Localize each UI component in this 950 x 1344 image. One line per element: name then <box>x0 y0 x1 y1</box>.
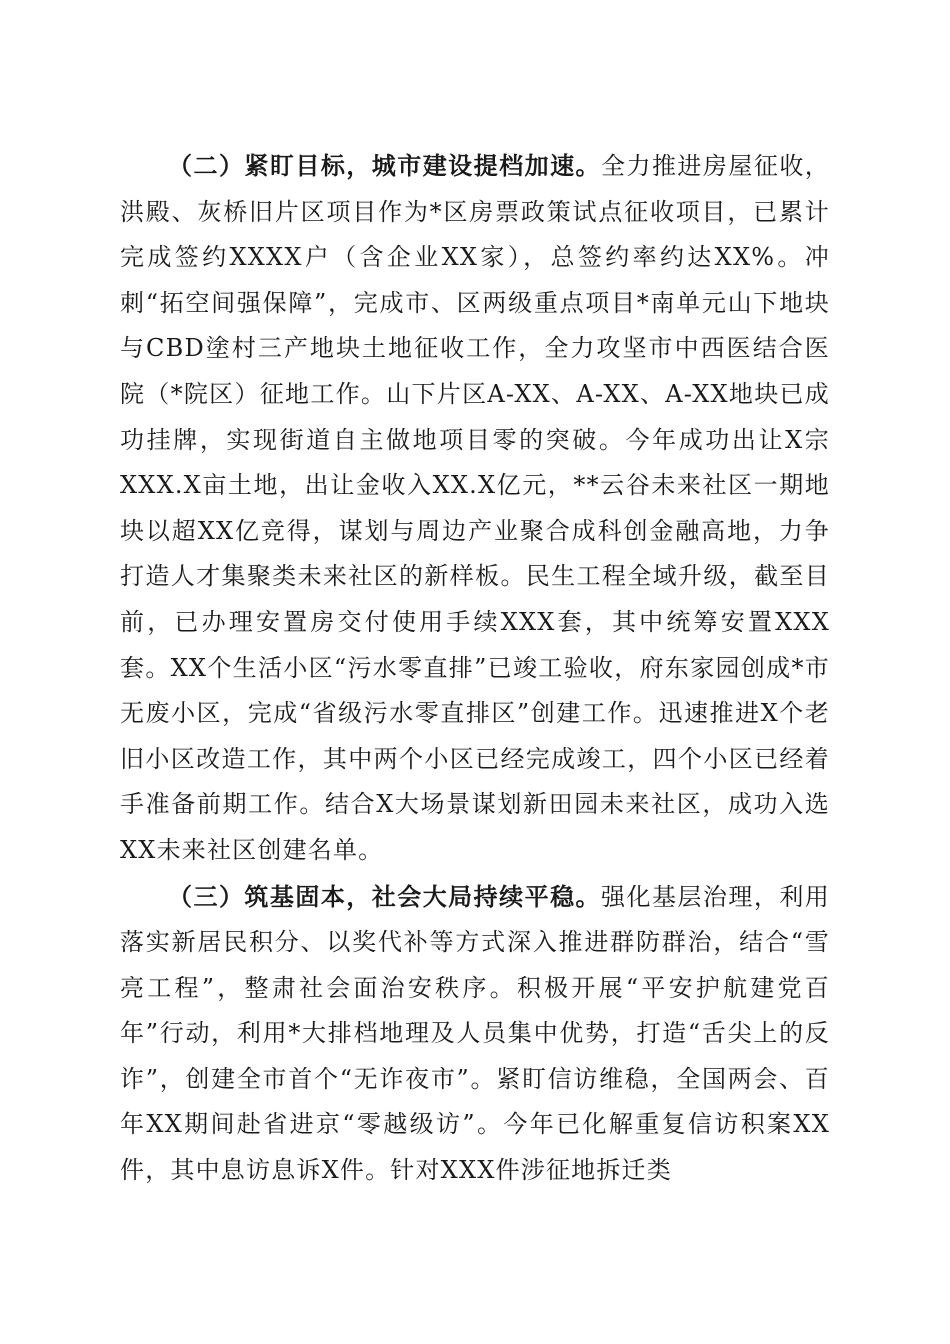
paragraph-social-stability <box>120 874 830 1194</box>
section-heading-3: （三）筑基固本，社会大局持续平稳。 <box>168 881 602 911</box>
paragraph-city-construction <box>120 143 830 874</box>
paragraph-text: 全力推进房屋征收，洪殿、灰桥旧片区项目作为*区房票政策试点征收项目，已累计完成签约XXXX户（含企业XX家），总签约率约达XX%。冲刺“拓空间强保障”，完成市、区两级重点项目*南单元山下地块与CBD塗村三产地块土地征收工作，全力攻坚市中西医结合医院（*院区）征地工作。山下片区A-XX、A-XX、A-XX地块已成功挂牌，实现街道自主做地项目零的突破。今年成功出让X宗XXX.X亩土地，出让金收入XX.X亿元，**云谷未来社区一期地块以超XX亿竞得，谋划与周边产业聚合成科创金融高地，力争打造人才集聚类未来社区的新样板。民生工程全域升级，截至目前，已办理安置房交付使用手续XXX套，其中统筹安置XXX套。XX个生活小区“污水零直排”已竣工验收，府东家园创成*市无废小区，完成“省级污水零直排区”创建工作。迅速推进X个老旧小区改造工作，其中两个小区已经完成竣工，四个小区已经着手准备前期工作。结合X大场景谋划新田园未来社区，成功入选XX未来社区创建名单。 <box>120 152 830 864</box>
paragraph-text: 强化基层治理，利用落实新居民积分、以奖代补等方式深入推进群防群治，结合“雪亮工程”，整肃社会面治安秩序。积极开展“平安护航建党百年”行动，利用*大排档地理及人员集中优势，打造“舌尖上的反诈”，创建全市首个“无诈夜市”。紧盯信访维稳，全国两会、百年XX期间赴省进京“零越级访”。今年已化解重复信访积案XX件，其中息访息诉X件。针对XXX件涉征地拆迁类 <box>120 882 830 1185</box>
document-body <box>120 143 830 1194</box>
section-heading-2: （二）紧盯目标，城市建设提档加速。 <box>168 151 602 180</box>
